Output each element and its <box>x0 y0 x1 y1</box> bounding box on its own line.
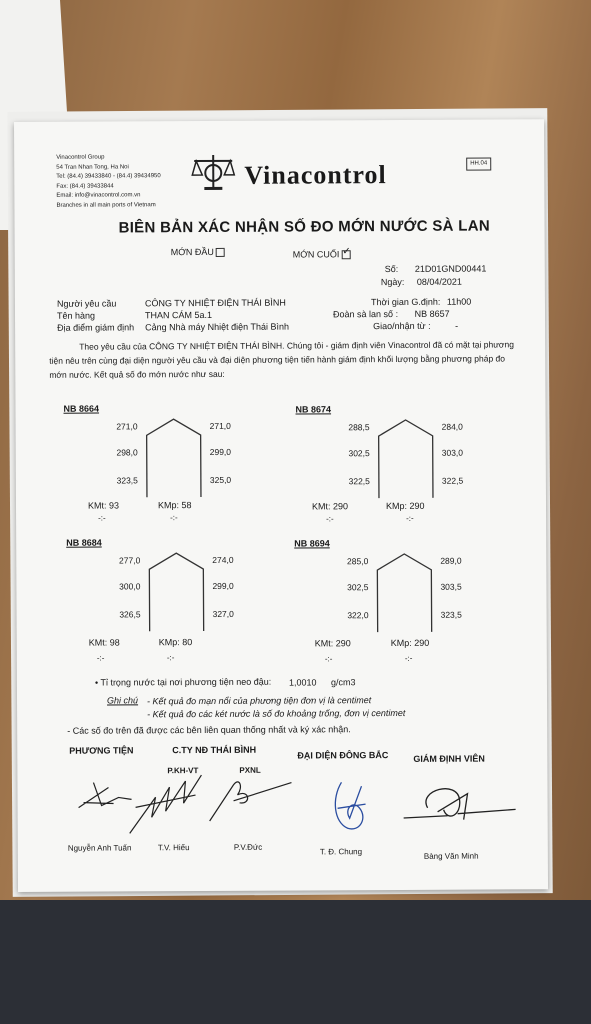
signature-5 <box>397 779 517 830</box>
delivery-field <box>373 321 458 331</box>
draft-right-mid: 303,0 <box>441 447 464 458</box>
kmt-value: KMt: 93 <box>87 500 120 511</box>
draft-right-fore: 284,0 <box>441 421 463 432</box>
draft-left-aft: 323,5 <box>116 475 138 486</box>
signer-name-4: T. Đ. Chung <box>319 847 363 857</box>
fleet-field <box>333 309 450 320</box>
draft-right-aft: 325,0 <box>209 474 232 485</box>
density-unit: g/cm3 <box>330 677 356 688</box>
draft-left-aft: 322,0 <box>347 610 369 621</box>
draft-right-fore: 274,0 <box>212 554 234 565</box>
draft-right-fore: 289,0 <box>440 555 462 566</box>
draft-right-fore: 271,0 <box>209 420 231 431</box>
checkbox-empty-icon <box>216 248 225 257</box>
dash-value: -:- <box>406 513 414 523</box>
dash-value: -:- <box>324 654 333 664</box>
final-draft-label: MỚN CUỐI <box>292 249 340 260</box>
draft-left-mid: 302,5 <box>347 582 369 593</box>
notes-label: Ghi chú <box>107 695 139 706</box>
signer-name-1: Nguyễn Anh Tuấn <box>67 843 132 853</box>
signer-vessel: PHƯƠNG TIỆN <box>69 745 134 756</box>
signer-dongbac: ĐẠI DIỆN ĐÔNG BẮC <box>297 750 389 761</box>
signer-company-dept-1: P.KH-VT <box>167 766 199 776</box>
barge-name: NB 8674 <box>295 404 332 415</box>
barge-name: NB 8664 <box>63 403 100 414</box>
company-contact-block <box>56 153 161 211</box>
kmp-value: KMp: 80 <box>158 637 193 648</box>
cargo-label: Tên hàng <box>56 310 96 321</box>
initial-draft-option <box>171 247 225 257</box>
fleet-label: Đoàn sà lan số : <box>332 308 399 320</box>
ref-date-label: Ngày: <box>380 276 405 288</box>
signature-3 <box>203 775 293 825</box>
draft-left-fore: 277,0 <box>118 555 141 566</box>
density-label: • Tỉ trọng nước tại nơi phương tiện neo đậu: <box>94 676 272 688</box>
time-value: 11h00 <box>446 296 472 307</box>
scales-logo-icon <box>190 153 236 193</box>
signer-surveyor: GIÁM ĐỊNH VIÊN <box>413 753 485 764</box>
note-line-2: - Kết quả đo các két nước là số đo khoảng trống, đơn vị centimet <box>147 707 406 720</box>
draft-left-fore: 285,0 <box>346 556 369 567</box>
draft-right-mid: 299,0 <box>212 580 234 591</box>
draft-right-aft: 323,5 <box>440 609 462 620</box>
draft-left-aft: 322,5 <box>348 476 370 487</box>
ref-date <box>381 277 462 287</box>
draft-left-aft: 326,5 <box>119 609 141 620</box>
header-line: Vinacontrol Group <box>56 154 105 161</box>
table-shadow <box>0 900 591 1024</box>
draft-left-mid: 298,0 <box>116 447 138 458</box>
header-line: Branches in all main ports of Vietnam <box>56 201 156 209</box>
logo-text: Vinacontrol <box>244 160 387 190</box>
dash-value: -:- <box>170 513 178 523</box>
cargo-value: THAN CÁM 5a.1 <box>144 309 213 321</box>
signature-2 <box>125 767 205 837</box>
draft-left-mid: 302,5 <box>348 448 370 459</box>
place-label: Địa điểm giám định <box>57 322 135 333</box>
vinacontrol-logo <box>190 153 236 198</box>
signer-name-2: T.V. Hiếu <box>157 843 190 853</box>
draft-left-fore: 288,5 <box>348 422 370 433</box>
barge-hull-icon <box>144 417 204 499</box>
draft-right-aft: 322,5 <box>441 475 464 486</box>
time-label: Thời gian G.định: <box>370 296 441 308</box>
final-draft-option <box>292 246 351 260</box>
barge-hull-icon <box>374 552 434 634</box>
draft-right-mid: 303,5 <box>440 581 462 592</box>
draft-left-mid: 300,0 <box>119 581 141 592</box>
requester-value: CÔNG TY NHIỆT ĐIỆN THÁI BÌNH <box>144 297 286 309</box>
form-code: HH.04 <box>466 158 491 171</box>
signer-company-dept-2: PXNL <box>239 765 261 775</box>
header-line: Fax: (84.4) 39433844 <box>56 182 114 190</box>
dash-value: -:- <box>166 653 175 663</box>
delivery-label: Giao/nhận từ : <box>373 320 431 332</box>
barge-hull-icon <box>146 551 206 633</box>
ref-number-value: 21D01GND00441 <box>414 263 487 274</box>
time-field <box>371 297 471 308</box>
ref-number <box>385 264 487 275</box>
header-line: Tel: (84.4) 39433840 - (84.4) 39434950 <box>56 173 161 180</box>
draft-right-aft: 327,0 <box>212 608 234 619</box>
document-title: BIÊN BẢN XÁC NHẬN SỐ ĐO MỚN NƯỚC SÀ LAN <box>118 217 491 237</box>
draft-right-mid: 299,0 <box>209 446 232 457</box>
signer-company: C.TY NĐ THÁI BÌNH <box>172 744 257 756</box>
signer-name-3: P.V.Đức <box>233 842 263 852</box>
intro-paragraph: Theo yêu cầu của CÔNG TY NHIỆT ĐIỆN THÁI BÌNH. Chúng tôi - giám định viên Vinacontrol đã có mặt tại phương tiện nêu trên cùng đại diện người yêu cầu và đại diện phương tiện tiến hành giám định khối lượng bằng phương pháp đo mớn nước. Kết quả số đo mớn nước như sau: <box>49 339 514 380</box>
ref-date-value: 08/04/2021 <box>416 276 462 287</box>
kmt-value: KMt: 290 <box>311 501 349 512</box>
header-line: 54 Tran Nhan Tong, Ha Noi <box>56 163 129 171</box>
barge-hull-icon <box>376 418 436 500</box>
signature-4 <box>329 778 369 834</box>
ref-number-label: Số: <box>384 263 399 275</box>
dash-value: -:- <box>96 653 105 663</box>
kmp-value: KMp: 290 <box>390 637 430 649</box>
place-value: Cảng Nhà máy Nhiệt điện Thái Bình <box>145 321 290 333</box>
barge-name: NB 8684 <box>66 537 102 548</box>
requester-label: Người yêu cầu <box>56 298 117 309</box>
barge-name: NB 8694 <box>294 538 330 549</box>
initial-draft-label: MỚN ĐẦU <box>170 246 214 258</box>
note-line-3: - Các số đo trên đã được các bên liên quan thống nhất và ký xác nhận. <box>67 724 351 736</box>
document-sheet <box>14 119 548 892</box>
kmp-value: KMp: 290 <box>385 500 425 512</box>
dash-value: -:- <box>98 513 106 523</box>
dash-value: -:- <box>326 514 334 524</box>
kmt-value: KMt: 98 <box>88 637 120 648</box>
dash-value: -:- <box>404 653 413 663</box>
kmp-value: KMp: 58 <box>157 500 192 511</box>
kmt-value: KMt: 290 <box>314 638 351 649</box>
fleet-value: NB 8657 <box>414 308 450 319</box>
signer-name-5: Bàng Văn Minh <box>423 851 479 861</box>
delivery-value: - <box>455 320 459 331</box>
density-value: 1,0010 <box>288 677 317 688</box>
note-line-1: - Kết quả đo mạn nổi của phương tiện đơn vị là centimet <box>147 695 372 707</box>
header-line: Email: info@vinacontrol.com.vn <box>56 192 141 199</box>
checkbox-checked-icon: ✓ <box>341 250 350 259</box>
draft-left-fore: 271,0 <box>116 421 138 432</box>
